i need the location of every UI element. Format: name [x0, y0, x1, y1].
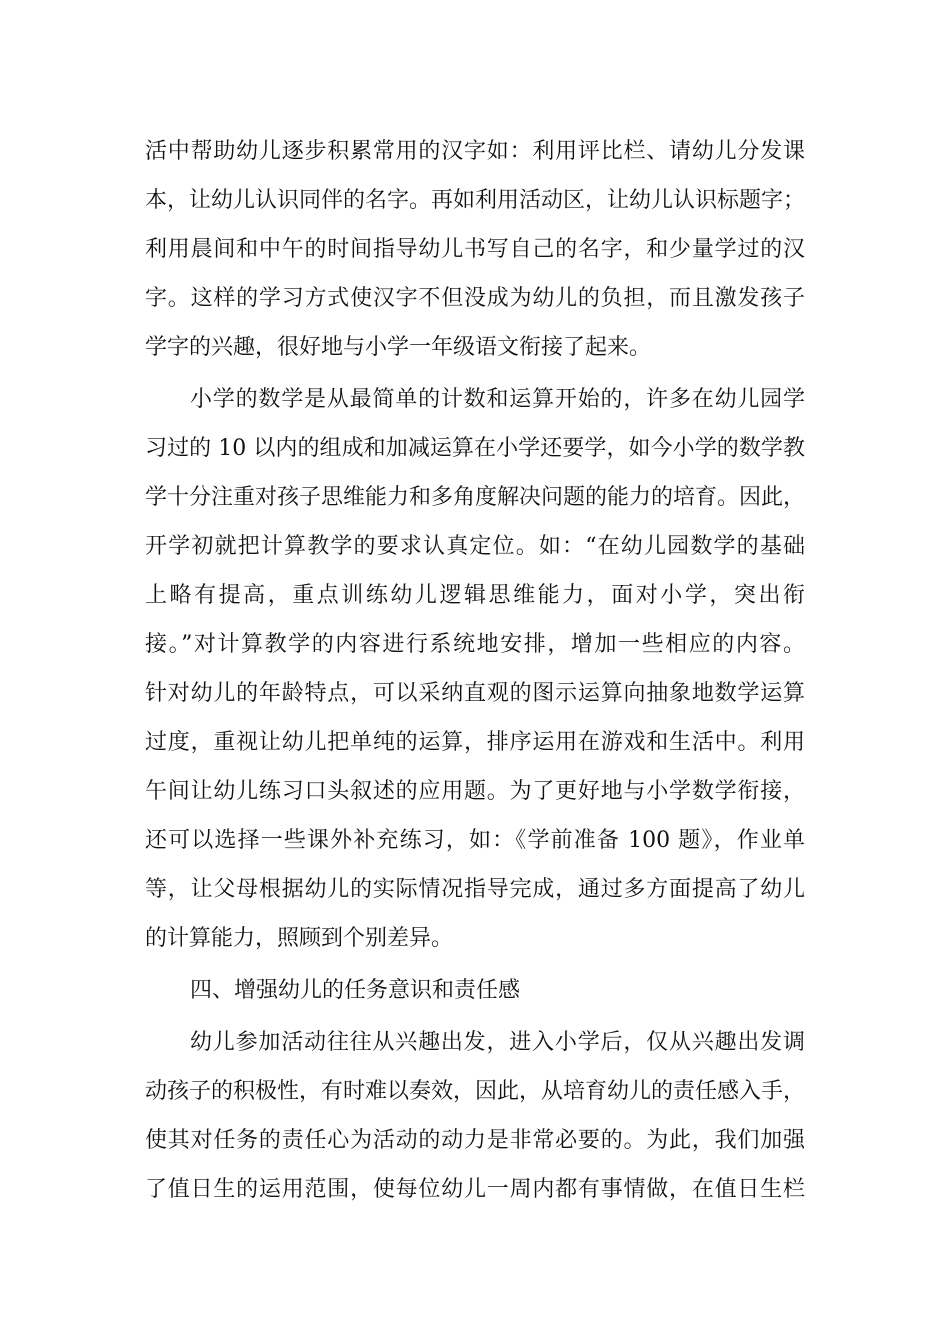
- text-line-21: 使其对任务的责任心为活动的动力是非常必要的。为此，我们加强: [145, 1128, 805, 1153]
- text-line-16: 等，让父母根据幼儿的实际情况指导完成，通过多方面提高了幼儿: [145, 877, 805, 902]
- text-line-17: 的计算能力，照顾到个别差异。: [145, 926, 454, 951]
- text-line-11: 接。”对计算教学的内容进行系统地安排，增加一些相应的内容。: [145, 632, 805, 657]
- text-line-1: 活中帮助幼儿逐步积累常用的汉字如：利用评比栏、请幼儿分发课: [145, 139, 805, 164]
- section-heading: 四、增强幼儿的任务意识和责任感: [190, 978, 521, 1003]
- text-line-4: 字。这样的学习方式使汉字不但没成为幼儿的负担，而且激发孩子: [145, 286, 805, 311]
- text-line-10: 上略有提高，重点训练幼儿逻辑思维能力，面对小学，突出衔: [145, 583, 805, 608]
- text-line-5: 学字的兴趣，很好地与小学一年级语文衔接了起来。: [145, 335, 652, 360]
- text-line-15: 还可以选择一些课外补充练习，如：《学前准备 100 题》，作业单: [145, 828, 805, 853]
- text-line-19: 幼儿参加活动往往从兴趣出发，进入小学后，仅从兴趣出发调: [190, 1030, 805, 1055]
- text-line-2: 本，让幼儿认识同伴的名字。再如利用活动区，让幼儿认识标题字；: [145, 188, 806, 213]
- text-line-20: 动孩子的积极性，有时难以奏效，因此，从培育幼儿的责任感入手，: [145, 1079, 806, 1104]
- text-line-7: 习过的 10 以内的组成和加减运算在小学还要学，如今小学的数学教: [145, 436, 805, 461]
- text-line-8: 学十分注重对孩子思维能力和多角度解决问题的能力的培育。因此，: [145, 485, 806, 510]
- text-line-22: 了值日生的运用范围，使每位幼儿一周内都有事情做，在值日生栏: [145, 1177, 805, 1202]
- text-line-3: 利用晨间和中午的时间指导幼儿书写自己的名字，和少量学过的汉: [145, 237, 805, 262]
- text-line-12: 针对幼儿的年龄特点，可以采纳直观的图示运算向抽象地数学运算: [145, 681, 805, 706]
- text-line-14: 午间让幼儿练习口头叙述的应用题。为了更好地与小学数学衔接，: [145, 779, 805, 804]
- text-line-9: 开学初就把计算教学的要求认真定位。如：“在幼儿园数学的基础: [145, 534, 805, 559]
- text-line-13: 过度，重视让幼儿把单纯的运算，排序运用在游戏和生活中。利用: [145, 730, 805, 755]
- text-line-6: 小学的数学是从最简单的计数和运算开始的，许多在幼儿园学: [190, 387, 805, 412]
